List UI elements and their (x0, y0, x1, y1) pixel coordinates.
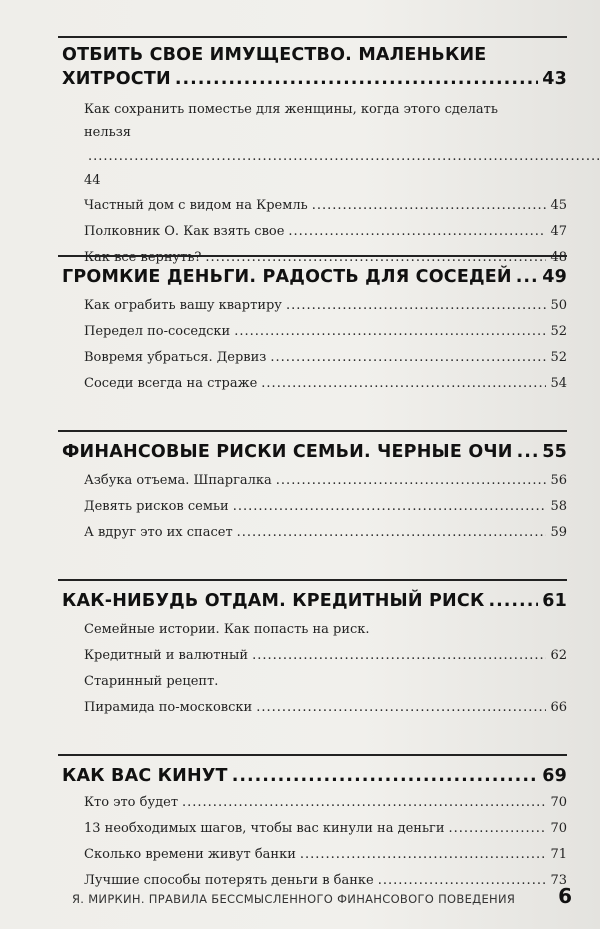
entry-page-number: 47 (550, 224, 567, 239)
running-footer-title: Я. МИРКИН. ПРАВИЛА БЕССМЫСЛЕННОГО ФИНАНСОВОГО ПОВЕДЕНИЯ (72, 892, 516, 906)
toc-entry (84, 494, 567, 520)
entry-title: Вовремя убраться. Дервиз (84, 350, 267, 365)
section-title-line1: ОТБИТЬ СВОЕ ИМУЩЕСТВО. МАЛЕНЬКИЕ (62, 45, 487, 65)
dot-leader (252, 643, 546, 669)
dot-leader (276, 468, 547, 494)
section-heading (62, 257, 567, 289)
dot-leader (270, 345, 546, 371)
toc-section (62, 754, 567, 894)
entry-title: Полковник О. Как взять свое (84, 224, 285, 239)
entry-title: Кто это будет (84, 795, 179, 810)
dot-leader (516, 265, 538, 289)
dot-leader (175, 67, 538, 91)
section-heading (62, 581, 567, 613)
dot-leader (300, 842, 547, 868)
dot-leader (88, 149, 600, 164)
dot-leader (261, 371, 546, 397)
section-heading (62, 432, 567, 464)
dot-leader (234, 319, 546, 345)
entry-title: Пирамида по-московски (84, 700, 253, 715)
entry-title: Как все вернуть? (84, 250, 202, 265)
toc-entry (84, 97, 567, 193)
dot-leader (182, 790, 546, 816)
section-heading (62, 38, 567, 91)
section-page-number: 61 (542, 591, 567, 611)
page-number: 6 (558, 884, 572, 908)
entry-page-number: 44 (84, 173, 101, 188)
entry-title: Кредитный и валютный (84, 648, 249, 663)
toc-entry (84, 816, 567, 842)
entry-title: Передел по-соседски (84, 324, 231, 339)
toc-entry (84, 371, 567, 397)
section-title: КАК-НИБУДЬ ОТДАМ. КРЕДИТНЫЙ РИСК (62, 591, 485, 611)
dot-leader (237, 520, 547, 546)
entry-title: Семейные истории. Как попасть на риск. (84, 622, 370, 637)
toc-entry (84, 219, 567, 245)
dot-leader (233, 494, 547, 520)
toc-entry (84, 669, 567, 695)
entry-page-number: 62 (550, 648, 567, 663)
entry-page-number: 71 (550, 847, 567, 862)
dot-leader (488, 589, 538, 613)
toc-section (62, 430, 567, 570)
toc-entry (84, 345, 567, 371)
entry-page-number: 52 (550, 324, 567, 339)
entry-page-number: 54 (550, 376, 567, 391)
section-heading (62, 756, 567, 788)
entry-page-number: 58 (550, 499, 567, 514)
dot-leader (286, 293, 547, 319)
dot-leader (232, 764, 539, 788)
toc-entry (84, 193, 567, 219)
toc-entry (84, 520, 567, 546)
section-page-number: 43 (542, 69, 567, 89)
entry-page-number: 50 (550, 298, 567, 313)
dot-leader (449, 816, 547, 842)
dot-leader (288, 219, 546, 245)
section-title: ФИНАНСОВЫЕ РИСКИ СЕМЬИ. ЧЕРНЫЕ ОЧИ (62, 442, 513, 462)
toc-section (62, 579, 567, 745)
entry-title: Сколько времени живут банки (84, 847, 296, 862)
entry-title: 13 необходимых шагов, чтобы вас кинули на деньги (84, 821, 445, 836)
entry-page-number: 70 (550, 821, 567, 836)
toc-entry (84, 617, 567, 643)
entry-title-line1: Как сохранить поместье для женщины, когда этого сделать (84, 102, 498, 117)
toc-section (62, 36, 567, 265)
entry-title: Старинный рецепт. (84, 674, 219, 689)
section-page-number: 69 (542, 766, 567, 786)
dot-leader (517, 440, 539, 464)
section-title: ГРОМКИЕ ДЕНЬГИ. РАДОСТЬ ДЛЯ СОСЕДЕЙ (62, 267, 512, 287)
toc-section (62, 255, 567, 421)
entry-title: Соседи всегда на страже (84, 376, 258, 391)
entry-page-number: 70 (550, 795, 567, 810)
entry-page-number: 48 (550, 250, 567, 265)
toc-entry (84, 319, 567, 345)
entry-page-number: 73 (550, 873, 567, 888)
toc-entry (84, 643, 567, 669)
table-of-contents (62, 36, 567, 894)
toc-entry (84, 790, 567, 816)
entry-title: Девять рисков семьи (84, 499, 229, 514)
entry-title: Азбука отъема. Шпаргалка (84, 473, 272, 488)
entry-title: Лучшие способы потерять деньги в банке (84, 873, 374, 888)
section-page-number: 55 (542, 442, 567, 462)
toc-entry (84, 842, 567, 868)
dot-leader (256, 695, 546, 721)
page-footer (72, 884, 572, 908)
entry-title: А вдруг это их спасет (84, 525, 233, 540)
section-title: КАК ВАС КИНУТ (62, 766, 228, 786)
entry-title: Как ограбить вашу квартиру (84, 298, 282, 313)
entry-page-number: 56 (550, 473, 567, 488)
entry-title: Частный дом с видом на Кремль (84, 198, 308, 213)
dot-leader (312, 193, 547, 219)
section-page-number: 49 (542, 267, 567, 287)
entry-page-number: 52 (550, 350, 567, 365)
section-title-line2: ХИТРОСТИ (62, 69, 171, 89)
entry-page-number: 66 (550, 700, 567, 715)
entry-page-number: 59 (550, 525, 567, 540)
toc-entry (84, 695, 567, 721)
entry-title-line2: нельзя (84, 125, 131, 140)
entry-page-number: 45 (550, 198, 567, 213)
toc-entry (84, 468, 567, 494)
toc-entry (84, 293, 567, 319)
